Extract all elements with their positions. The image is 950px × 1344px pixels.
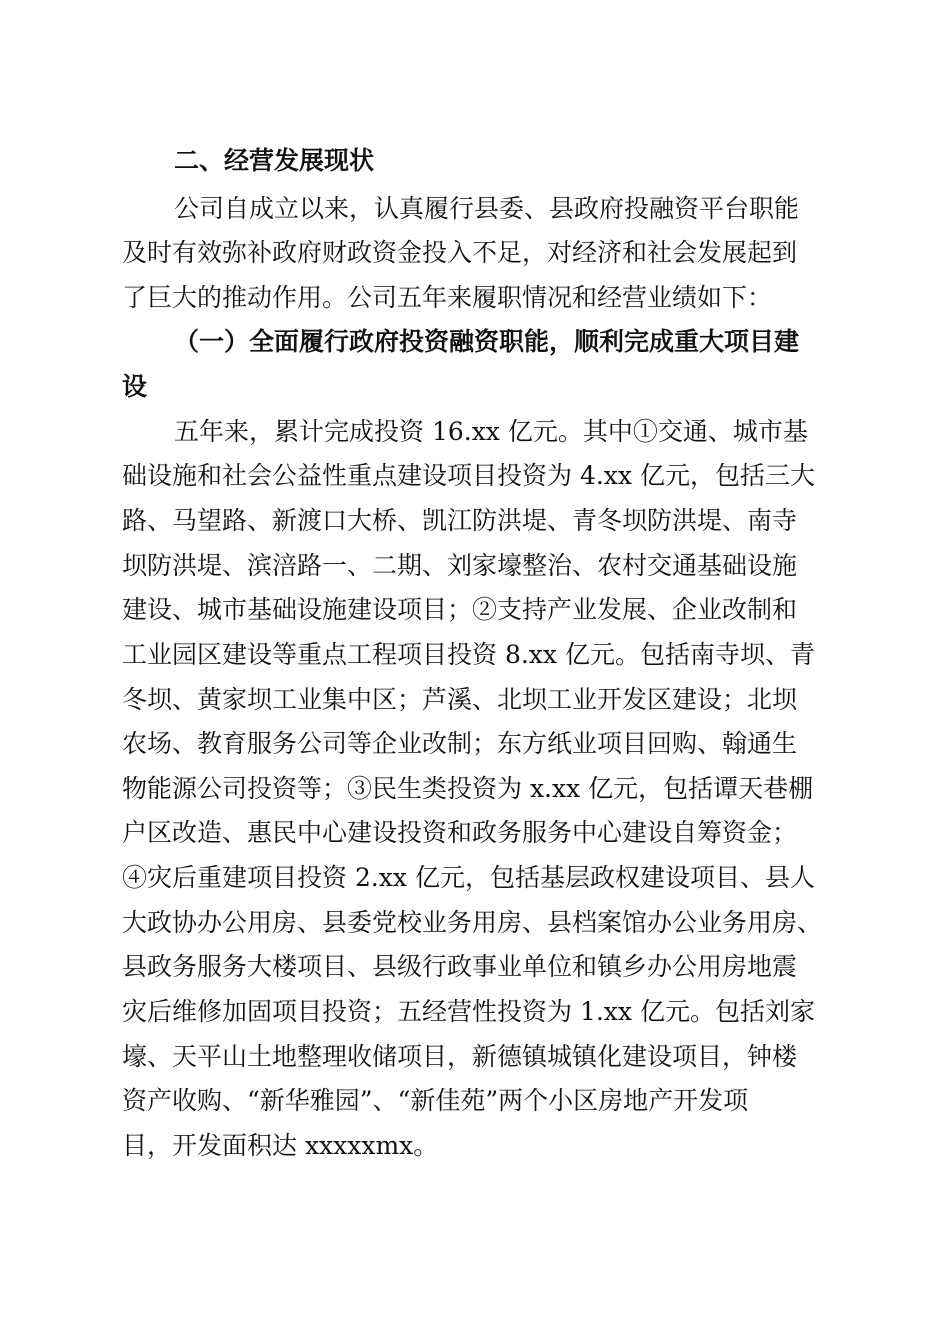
body-line-16: 资产收购、“新华雅园”、“新佳苑”两个小区房地产开发项: [122, 1086, 749, 1115]
section-heading: 二、经营发展现状: [174, 146, 375, 175]
subheading-line-2: 设: [122, 372, 148, 401]
body-line-8: 农场、教育服务公司等企业改制；东方纸业项目回购、翰通生: [122, 729, 798, 758]
body-line-5: 建设、城市基础设施建设项目；②支持产业发展、企业改制和: [122, 595, 798, 624]
body-line-2: 础设施和社会公益性重点建设项目投资为 4.xx 亿元，包括三大: [122, 461, 815, 490]
body-line-17: 目，开发面积达 xxxxxmx。: [122, 1131, 439, 1160]
body-line-4: 坝防洪堤、滨涪路一、二期、刘家壕整治、农村交通基础设施: [122, 551, 798, 580]
body-line-7: 冬坝、黄家坝工业集中区；芦溪、北坝工业开发区建设；北坝: [122, 685, 798, 714]
body-line-11: ④灾后重建项目投资 2.xx 亿元，包括基层政权建设项目、县人: [122, 863, 815, 892]
body-line-10: 户区改造、惠民中心建设投资和政务服务中心建设自筹资金；: [122, 818, 798, 847]
body-line-9: 物能源公司投资等；③民生类投资为 x.xx 亿元，包括谭天巷棚: [122, 774, 814, 803]
intro-line-2: 及时有效弥补政府财政资金投入不足，对经济和社会发展起到: [122, 238, 798, 267]
body-line-1: 五年来，累计完成投资 16.xx 亿元。其中①交通、城市基: [174, 417, 808, 446]
body-line-12: 大政协办公用房、县委党校业务用房、县档案馆办公业务用房、: [122, 908, 823, 937]
intro-line-1: 公司自成立以来，认真履行县委、县政府投融资平台职能: [174, 194, 800, 223]
body-line-6: 工业园区建设等重点工程项目投资 8.xx 亿元。包括南寺坝、青: [122, 640, 815, 669]
body-line-14: 灾后维修加固项目投资；五经营性投资为 1.xx 亿元。包括刘家: [122, 997, 815, 1026]
body-line-15: 壕、天平山土地整理收储项目，新德镇城镇化建设项目，钟楼: [122, 1042, 798, 1071]
subheading-line-1: （一）全面履行政府投资融资职能，顺利完成重大项目建: [174, 327, 800, 356]
body-line-13: 县政务服务大楼项目、县级行政事业单位和镇乡办公用房地震: [122, 952, 798, 981]
body-line-3: 路、马望路、新渡口大桥、凯江防洪堤、青冬坝防洪堤、南寺: [122, 506, 798, 535]
intro-line-3: 了巨大的推动作用。公司五年来履职情况和经营业绩如下：: [122, 283, 773, 312]
